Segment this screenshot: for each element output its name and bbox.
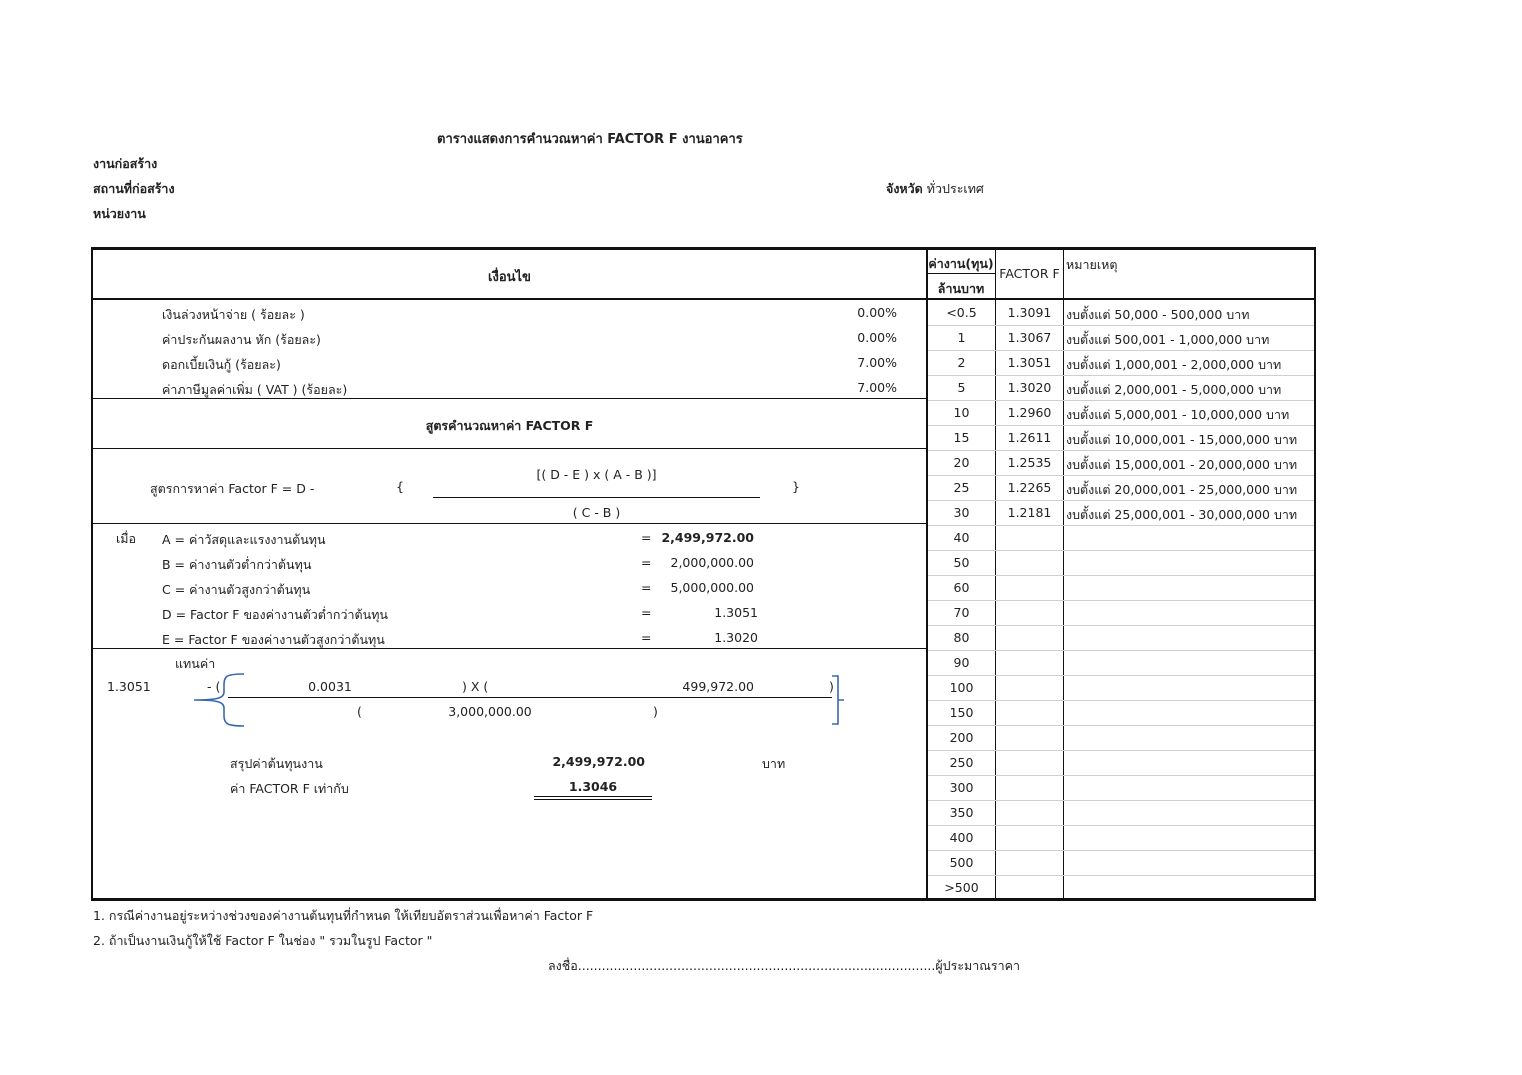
row-divider xyxy=(928,850,1314,851)
row-divider xyxy=(928,525,1314,526)
cost-cell: 90 xyxy=(953,655,970,670)
row-divider xyxy=(928,725,1314,726)
substitution-fraction-bar xyxy=(228,697,832,698)
cost-cell: 2 xyxy=(957,355,966,370)
cost-cell: <0.5 xyxy=(946,305,977,320)
remark-cell: งบตั้งแต่ 25,000,001 - 30,000,000 บาท xyxy=(1066,507,1298,522)
cost-cell: 150 xyxy=(949,705,974,720)
row-divider xyxy=(928,700,1314,701)
site-label: สถานที่ก่อสร้าง xyxy=(93,181,175,196)
formula-label: สูตรการหาค่า Factor F = D - xyxy=(150,481,315,496)
factor-cell: 1.2960 xyxy=(1007,405,1052,420)
note-1: 1. กรณีค่างานอยู่ระหว่างช่วงของค่างานต้นทุนที่กำหนด ให้เทียบอัตราส่วนเพื่อหาค่า Factor F xyxy=(93,908,594,923)
remark-cell: งบตั้งแต่ 1,000,001 - 2,000,000 บาท xyxy=(1066,357,1282,372)
factor-cell: 1.2181 xyxy=(1007,505,1052,520)
page-title: ตารางแสดงการคำนวณหาค่า FACTOR F งานอาคาร xyxy=(437,132,743,147)
remark-cell: งบตั้งแต่ 2,000,001 - 5,000,000 บาท xyxy=(1066,382,1282,397)
double-underline xyxy=(534,796,652,797)
condition-value: 7.00% xyxy=(857,380,897,395)
condition-value: 0.00% xyxy=(857,305,897,320)
cost-cell: 250 xyxy=(949,755,974,770)
row-divider xyxy=(928,625,1314,626)
factor-cell: 1.2265 xyxy=(1007,480,1052,495)
variable-label: E = Factor F ของค่างานตัวสูงกว่าต้นทุน xyxy=(162,632,385,647)
cost-cell: 400 xyxy=(949,830,974,845)
row-divider xyxy=(928,550,1314,551)
substitution-minus-open: - ( xyxy=(207,679,221,694)
variable-value: 2,499,972.00 xyxy=(661,530,754,545)
row-divider xyxy=(928,875,1314,876)
remark-cell: งบตั้งแต่ 15,000,001 - 20,000,000 บาท xyxy=(1066,457,1298,472)
work-label: งานก่อสร้าง xyxy=(93,156,158,171)
substitution-den-open: ( xyxy=(357,704,362,719)
formula-numerator: [( D - E ) x ( A - B )] xyxy=(536,467,657,482)
cost-cell: 5 xyxy=(957,380,966,395)
cost-cell: 20 xyxy=(953,455,970,470)
cost-cell: 40 xyxy=(953,530,970,545)
factor-cell: 1.3067 xyxy=(1007,330,1052,345)
variable-eq: = xyxy=(641,555,652,570)
row-divider xyxy=(928,825,1314,826)
when-label: เมื่อ xyxy=(116,531,137,546)
row-divider xyxy=(928,650,1314,651)
substitution-times: ) X ( xyxy=(462,679,489,694)
variable-eq: = xyxy=(641,580,652,595)
condition-value: 7.00% xyxy=(857,355,897,370)
row-divider xyxy=(928,575,1314,576)
substitution-d-value: 1.3051 xyxy=(107,679,151,694)
summary-factor-value: 1.3046 xyxy=(568,779,618,794)
cost-cell: 350 xyxy=(949,805,974,820)
cost-cell: 10 xyxy=(953,405,970,420)
conditions-header: เงื่อนไข xyxy=(488,270,531,285)
condition-label: เงินล่วงหน้าจ่าย ( ร้อยละ ) xyxy=(162,307,305,322)
remark-cell: งบตั้งแต่ 10,000,001 - 15,000,000 บาท xyxy=(1066,432,1298,447)
summary-cost-value: 2,499,972.00 xyxy=(552,754,645,769)
variable-value: 1.3051 xyxy=(714,605,758,620)
variable-value: 1.3020 xyxy=(714,630,758,645)
cost-cell: 1 xyxy=(957,330,966,345)
variable-eq: = xyxy=(641,530,652,545)
substitution-den-value: 3,000,000.00 xyxy=(448,704,532,719)
row-divider xyxy=(928,425,1314,426)
variable-label: C = ค่างานตัวสูงกว่าต้นทุน xyxy=(162,582,311,597)
variable-label: D = Factor F ของค่างานตัวต่ำกว่าต้นทุน xyxy=(162,607,388,622)
cost-header-line2: ล้านบาท xyxy=(937,281,985,296)
row-divider xyxy=(928,800,1314,801)
variable-label: A = ค่าวัสดุและแรงงานต้นทุน xyxy=(162,532,326,547)
row-divider xyxy=(928,350,1314,351)
substitution-close: ) xyxy=(829,679,834,694)
factor-cell: 1.2535 xyxy=(1007,455,1052,470)
row-divider xyxy=(928,475,1314,476)
variable-eq: = xyxy=(641,605,652,620)
cost-header-line1: ค่างาน(ทุน) xyxy=(928,256,994,271)
unit-label: หน่วยงาน xyxy=(93,206,146,221)
cost-cell: 15 xyxy=(953,430,970,445)
cost-cell: 80 xyxy=(953,630,970,645)
formula-fraction-bar xyxy=(433,497,760,498)
row-divider xyxy=(928,325,1314,326)
province-label: จังหวัด xyxy=(886,181,923,196)
summary-cost-unit: บาท xyxy=(762,756,786,771)
province-field xyxy=(886,179,984,199)
variable-label: B = ค่างานตัวต่ำกว่าต้นทุน xyxy=(162,557,312,572)
cost-cell: 300 xyxy=(949,780,974,795)
summary-cost-label: สรุปค่าต้นทุนงาน xyxy=(230,756,323,771)
row-divider xyxy=(928,375,1314,376)
row-divider xyxy=(928,600,1314,601)
factor-cell: 1.3091 xyxy=(1007,305,1052,320)
substitution-num2: 499,972.00 xyxy=(682,679,754,694)
variable-value: 2,000,000.00 xyxy=(670,555,754,570)
left-brace-icon xyxy=(190,670,250,730)
row-divider xyxy=(928,500,1314,501)
cost-cell: 200 xyxy=(949,730,974,745)
factor-header: FACTOR F xyxy=(999,266,1060,281)
cost-cell: >500 xyxy=(944,880,979,895)
row-divider xyxy=(928,450,1314,451)
factor-cell: 1.3051 xyxy=(1007,355,1052,370)
remark-cell: งบตั้งแต่ 500,001 - 1,000,000 บาท xyxy=(1066,332,1270,347)
substitution-den-close: ) xyxy=(653,704,658,719)
factor-cell: 1.3020 xyxy=(1007,380,1052,395)
condition-value: 0.00% xyxy=(857,330,897,345)
note-2: 2. ถ้าเป็นงานเงินกู้ให้ใช้ Factor F ในช่อง " รวมในรูป Factor " xyxy=(93,933,433,948)
right-bracket-icon xyxy=(826,672,850,732)
row-divider xyxy=(928,750,1314,751)
cost-cell: 500 xyxy=(949,855,974,870)
row-divider xyxy=(928,775,1314,776)
condition-label: ค่าภาษีมูลค่าเพิ่ม ( VAT ) (ร้อยละ) xyxy=(162,382,348,397)
remark-cell: งบตั้งแต่ 50,000 - 500,000 บาท xyxy=(1066,307,1250,322)
row-divider xyxy=(928,400,1314,401)
row-divider xyxy=(928,675,1314,676)
remarks-header: หมายเหตุ xyxy=(1066,257,1118,272)
formula-title: สูตรคำนวณหาค่า FACTOR F xyxy=(425,418,594,433)
formula-close-brace: } xyxy=(792,479,800,494)
variable-value: 5,000,000.00 xyxy=(670,580,754,595)
substitution-num1: 0.0031 xyxy=(308,679,352,694)
cost-cell: 25 xyxy=(953,480,970,495)
cost-cell: 60 xyxy=(953,580,970,595)
formula-open-brace: { xyxy=(396,479,404,494)
condition-label: ดอกเบี้ยเงินกู้ (ร้อยละ) xyxy=(162,357,281,372)
cost-cell: 70 xyxy=(953,605,970,620)
province-value: ทั่วประเทศ xyxy=(926,181,984,196)
cost-cell: 50 xyxy=(953,555,970,570)
cost-cell: 30 xyxy=(953,505,970,520)
signature-line: ลงชื่อ..........................................................................................ผู้ประมาณราคา xyxy=(548,958,1021,973)
substitution-label: แทนค่า xyxy=(175,656,216,671)
cost-cell: 100 xyxy=(949,680,974,695)
remark-cell: งบตั้งแต่ 5,000,001 - 10,000,000 บาท xyxy=(1066,407,1290,422)
summary-factor-label: ค่า FACTOR F เท่ากับ xyxy=(230,781,349,796)
remark-cell: งบตั้งแต่ 20,000,001 - 25,000,000 บาท xyxy=(1066,482,1298,497)
formula-denominator: ( C - B ) xyxy=(572,505,621,520)
variable-eq: = xyxy=(641,630,652,645)
condition-label: ค่าประกันผลงาน หัก (ร้อยละ) xyxy=(162,332,321,347)
factor-cell: 1.2611 xyxy=(1007,430,1052,445)
